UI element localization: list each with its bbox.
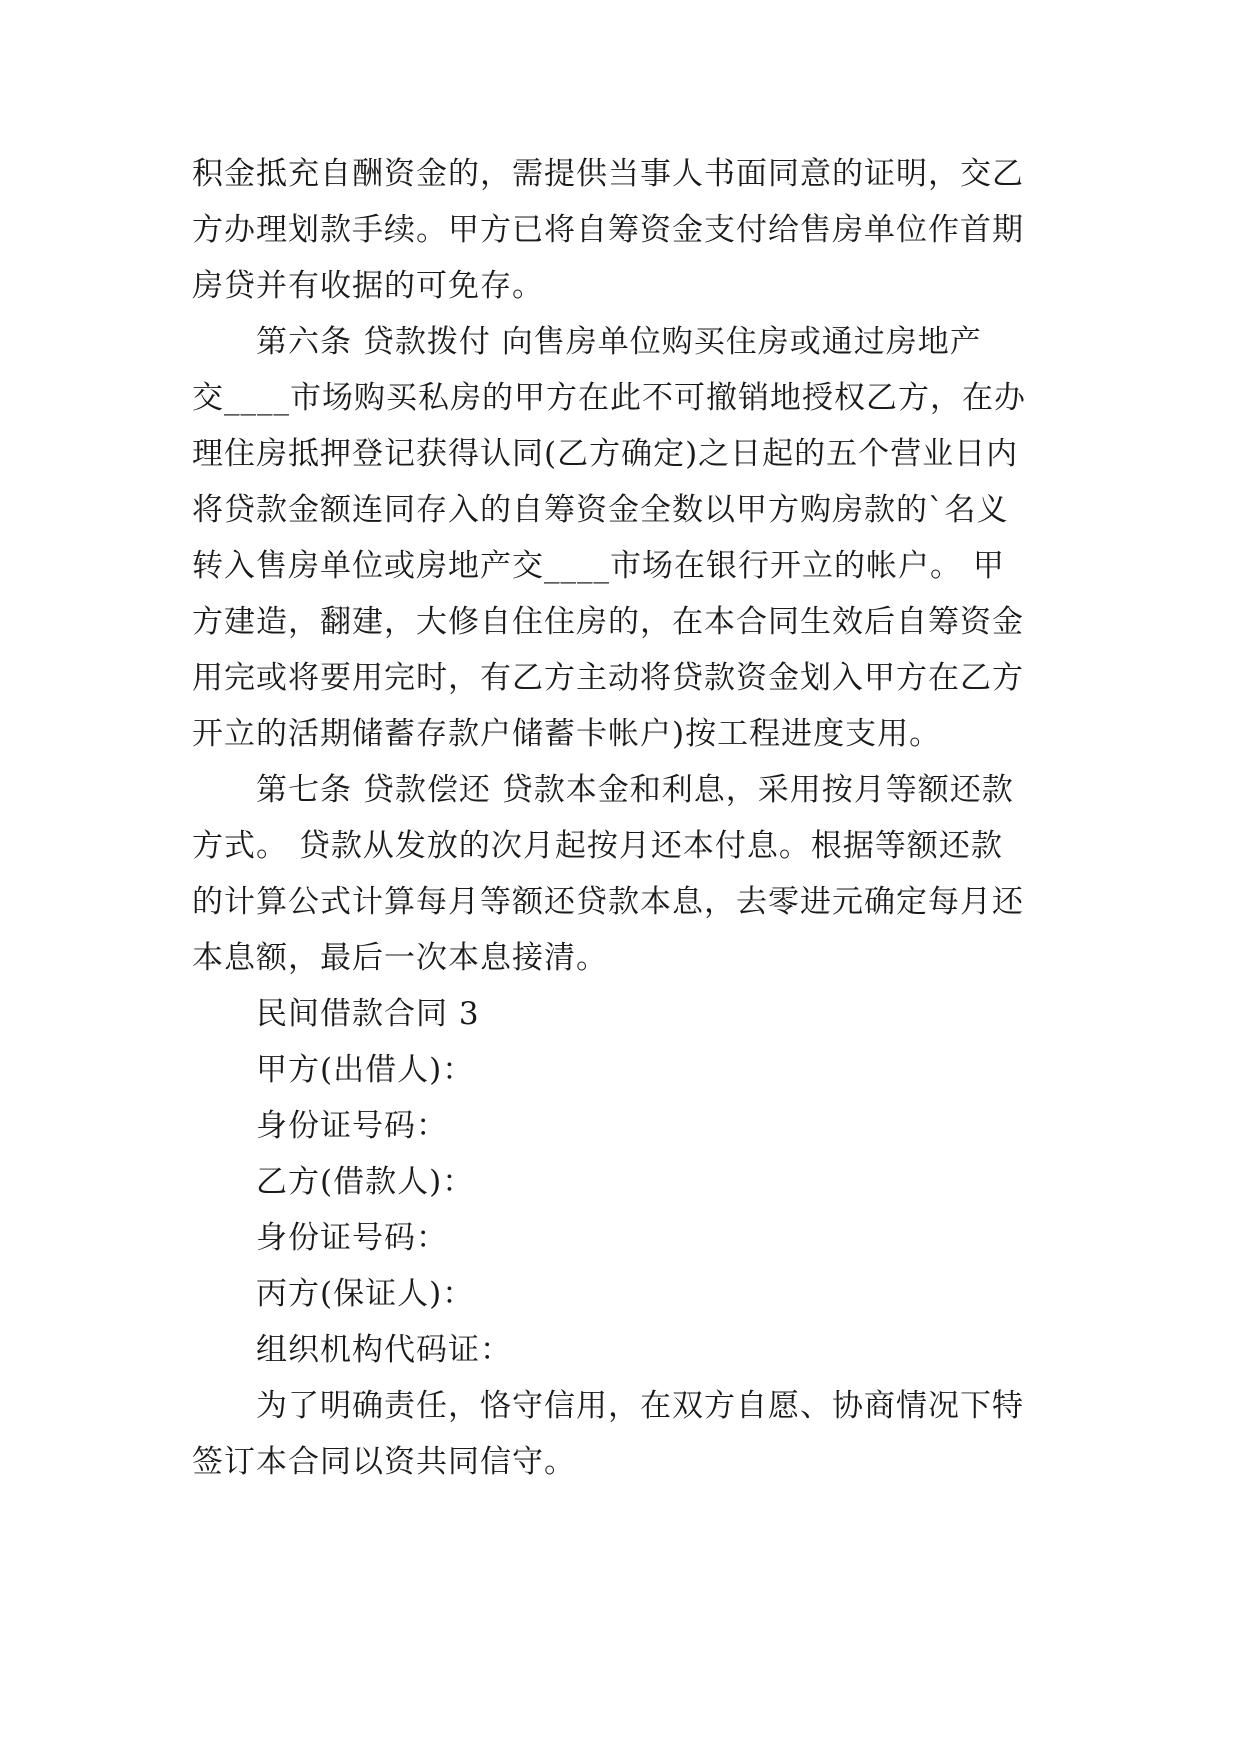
paragraph-article-6 (192, 314, 1050, 762)
text-line: 第六条 贷款拨付 向售房单位购买住房或通过房地产 (256, 324, 982, 360)
text-line: 本息额，最后一次本息接清。 (192, 940, 608, 976)
text-line: 开立的活期储蓄存款户储蓄卡帐户)按工程进度支用。 (192, 716, 942, 752)
party-a-id-label: 身份证号码： (256, 1108, 448, 1144)
text-line: 方办理划款手续。甲方已将自筹资金支付给售房单位作首期 (192, 212, 1024, 248)
text-line: 将贷款金额连同存入的自筹资金全数以甲方购房款的`名义 (192, 492, 1009, 528)
text-line: 签订本合同以资共同信守。 (192, 1444, 576, 1480)
text-line: 理住房抵押登记获得认同(乙方确定)之日起的五个营业日内 (192, 436, 1019, 472)
text-line: 交____市场购买私房的甲方在此不可撤销地授权乙方，在办 (192, 380, 1026, 416)
text-line: 第七条 贷款偿还 贷款本金和利息，采用按月等额还款 (256, 772, 1014, 808)
party-b-label: 乙方(借款人)： (256, 1164, 475, 1200)
text-line: 转入售房单位或房地产交____市场在银行开立的帐户。 甲 (192, 548, 1005, 584)
party-a-label: 甲方(出借人)： (256, 1052, 475, 1088)
contract-title: 民间借款合同 3 (256, 996, 480, 1032)
text-line: 方式。 贷款从发放的次月起按月还本付息。根据等额还款 (192, 828, 1003, 864)
party-c-org-code-label: 组织机构代码证： (256, 1332, 512, 1368)
party-c-label: 丙方(保证人)： (256, 1276, 475, 1312)
paragraph-fund-payment (192, 146, 1050, 314)
document-body (192, 146, 1050, 1490)
paragraph-preamble (192, 1378, 1050, 1490)
text-line: 为了明确责任，恪守信用，在双方自愿、协商情况下特 (256, 1388, 1024, 1424)
text-line: 积金抵充自酬资金的，需提供当事人书面同意的证明，交乙 (192, 156, 1024, 192)
party-b-id-label: 身份证号码： (256, 1220, 448, 1256)
text-line: 用完或将要用完时，有乙方主动将贷款资金划入甲方在乙方 (192, 660, 1024, 696)
text-line: 的计算公式计算每月等额还贷款本息，去零进元确定每月还 (192, 884, 1024, 920)
text-line: 房贷并有收据的可免存。 (192, 268, 544, 304)
text-line: 方建造，翻建，大修自住住房的，在本合同生效后自筹资金 (192, 604, 1024, 640)
paragraph-article-7 (192, 762, 1050, 986)
